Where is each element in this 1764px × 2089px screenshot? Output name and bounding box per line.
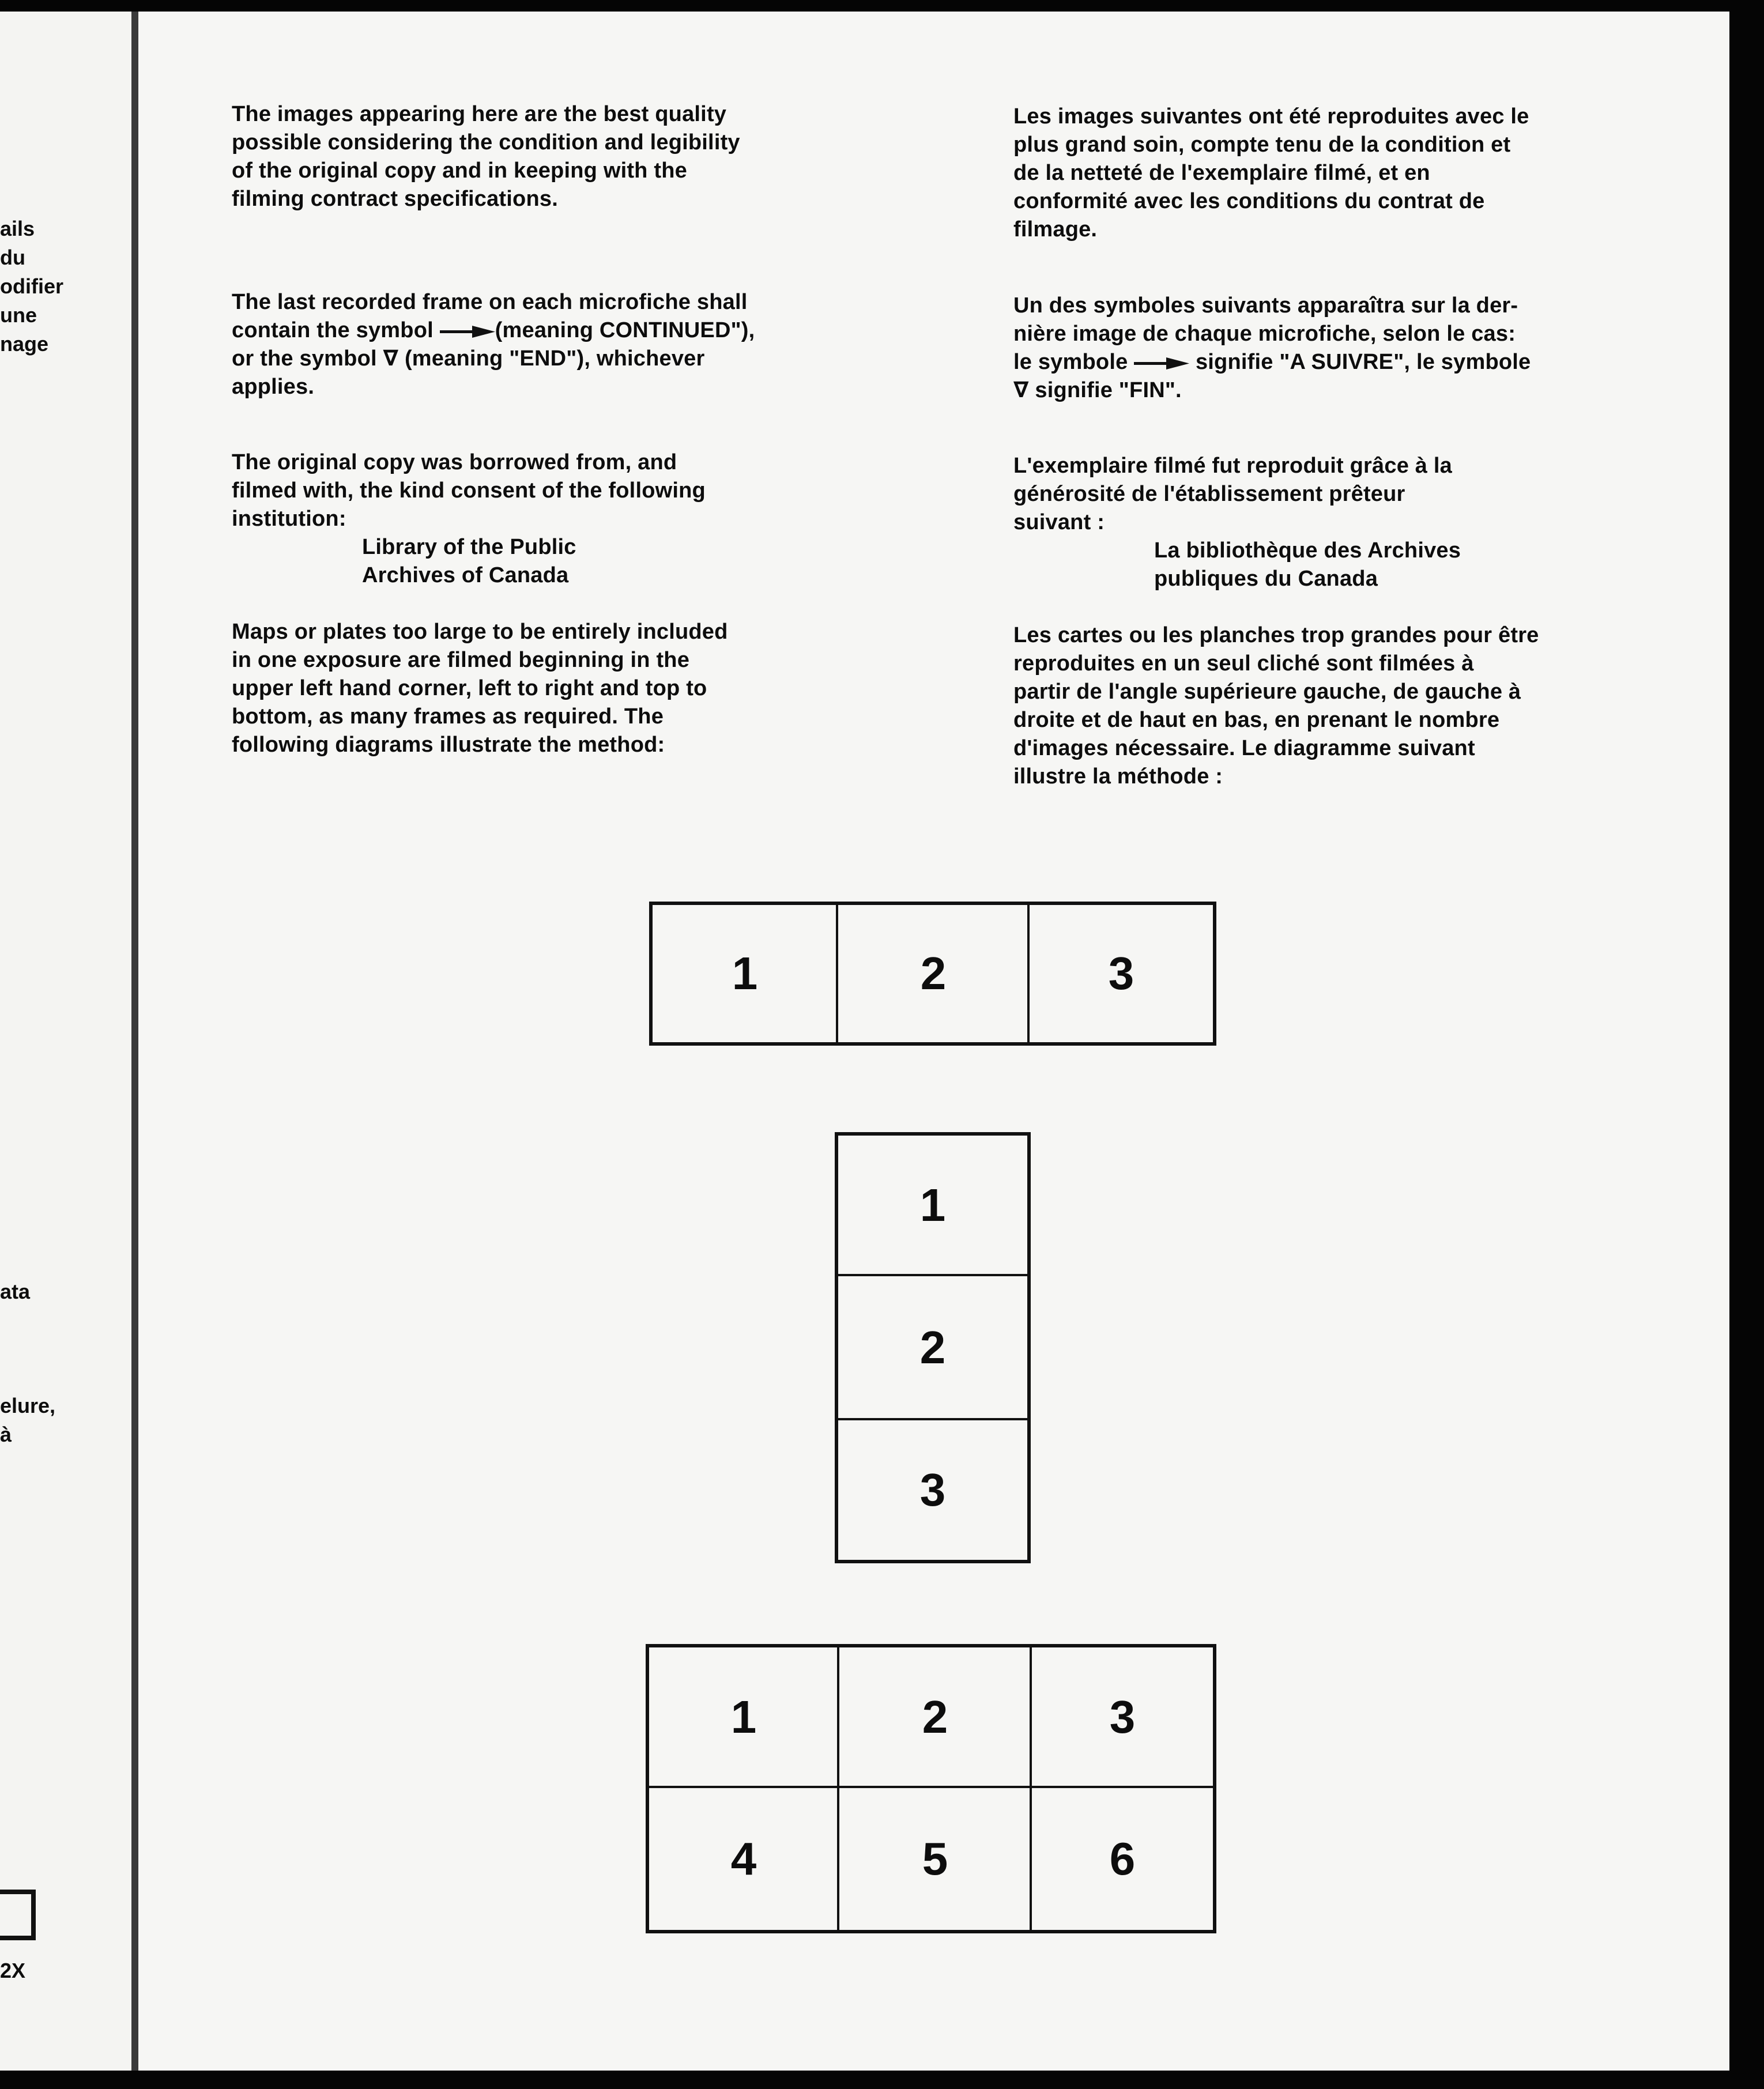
fragment-line: nage [0,332,49,356]
fragment-line: du [0,246,25,269]
text-line: following diagrams illustrate the method: [232,733,665,757]
text-line [232,316,755,345]
frame-cell: 1 [919,1179,946,1231]
frame-cell: 3 [919,1464,946,1515]
french-symbol-paragraph [1013,292,1531,405]
text-line: ∇ signifie "FIN". [1013,378,1182,402]
text-line: or the symbol ∇ (meaning "END"), whichever [232,346,705,371]
text-line: L'exemplaire filmé fut reproduit grâce à la [1013,454,1452,478]
text-line: plus grand soin, compte tenu de la condition et [1013,133,1511,157]
vertical-frames-diagram [835,1132,1031,1563]
text-line: filmed with, the kind consent of the following [232,478,706,503]
text-line: partir de l'angle supérieure gauche, de gauche à [1013,680,1521,704]
text-line: filmage. [1013,217,1098,242]
text-line [1013,348,1531,376]
text-line: Les cartes ou les planches trop grandes pour être [1013,623,1539,647]
institution-name: La bibliothèque des Archives [1154,538,1461,563]
french-quality-paragraph [1013,103,1529,244]
frame-cell: 3 [1108,948,1134,999]
institution-name: publiques du Canada [1154,567,1378,591]
french-institution-paragraph [1013,452,1461,593]
top-film-border [0,0,1764,12]
previous-page-fragment [0,12,131,2071]
text-line: possible considering the condition and legibility [232,130,740,154]
text-line: filming contract specifications. [232,187,558,211]
fragment-line: odifier [0,274,64,298]
text-segment: (meaning CONTINUED"), [495,318,755,342]
text-segment: contain the symbol [232,318,440,342]
english-maps-paragraph [232,618,728,759]
text-line: nière image de chaque microfiche, selon le cas: [1013,322,1516,346]
text-line: The original copy was borrowed from, and [232,450,677,474]
reduction-box [0,1890,36,1940]
text-segment: le symbole [1013,350,1134,374]
text-line: Un des symboles suivants apparaîtra sur la der- [1013,293,1518,318]
continued-arrow-icon [1134,356,1189,370]
text-line: d'images nécessaire. Le diagramme suivant [1013,736,1475,760]
fragment-line: ails [0,217,35,240]
fragment-line: une [0,303,37,327]
text-line: Maps or plates too large to be entirely included [232,620,728,644]
text-line: in one exposure are filmed beginning in the [232,648,690,672]
text-line: applies. [232,375,315,399]
grid-frames-diagram [646,1644,1216,1933]
frame-cell: 5 [922,1833,948,1884]
frame-cell: 2 [922,1691,948,1743]
text-line: The last recorded frame on each microfiche shall [232,290,748,314]
continued-arrow-icon [440,325,495,338]
fragment-line: ata [0,1280,31,1303]
frame-cell: 4 [730,1833,757,1884]
frame-cell: 2 [920,948,947,999]
frame-cell: 6 [1109,1833,1136,1884]
institution-name: Archives of Canada [362,563,569,587]
text-line: droite et de haut en bas, en prenant le nombre [1013,708,1500,732]
frame-cell: 3 [1109,1691,1136,1743]
text-line: générosité de l'établissement prêteur [1013,482,1405,506]
english-symbol-paragraph [232,288,755,401]
text-segment: signifie "A SUIVRE", le symbole [1189,350,1531,374]
text-line: upper left hand corner, left to right and top to [232,676,707,700]
horizontal-frames-diagram [649,902,1216,1046]
text-line: suivant : [1013,510,1105,534]
reduction-label: 2X [0,1959,26,1982]
microfiche-target-page [138,12,1729,2071]
frame-cell: 2 [919,1322,946,1373]
fragment-line: à [0,1423,12,1446]
text-line: de la netteté de l'exemplaire filmé, et en [1013,161,1430,185]
french-maps-paragraph [1013,621,1539,791]
page-gutter [131,12,138,2071]
text-line: institution: [232,507,346,531]
text-line: conformité avec les conditions du contrat de [1013,189,1485,213]
right-film-border [1729,0,1764,2089]
english-quality-paragraph [232,100,740,213]
text-line: reproduites en un seul cliché sont filmées à [1013,651,1474,676]
text-line: of the original copy and in keeping with the [232,159,687,183]
bottom-film-border [0,2071,1764,2089]
frame-cell: 1 [730,1691,757,1743]
text-line: bottom, as many frames as required. The [232,704,664,729]
frame-cell: 1 [732,948,758,999]
text-line: Les images suivantes ont été reproduites avec le [1013,104,1529,129]
fragment-line: elure, [0,1394,56,1417]
english-institution-paragraph [232,448,706,590]
text-line: illustre la méthode : [1013,764,1223,789]
institution-name: Library of the Public [362,535,576,559]
text-line: The images appearing here are the best quality [232,102,727,126]
